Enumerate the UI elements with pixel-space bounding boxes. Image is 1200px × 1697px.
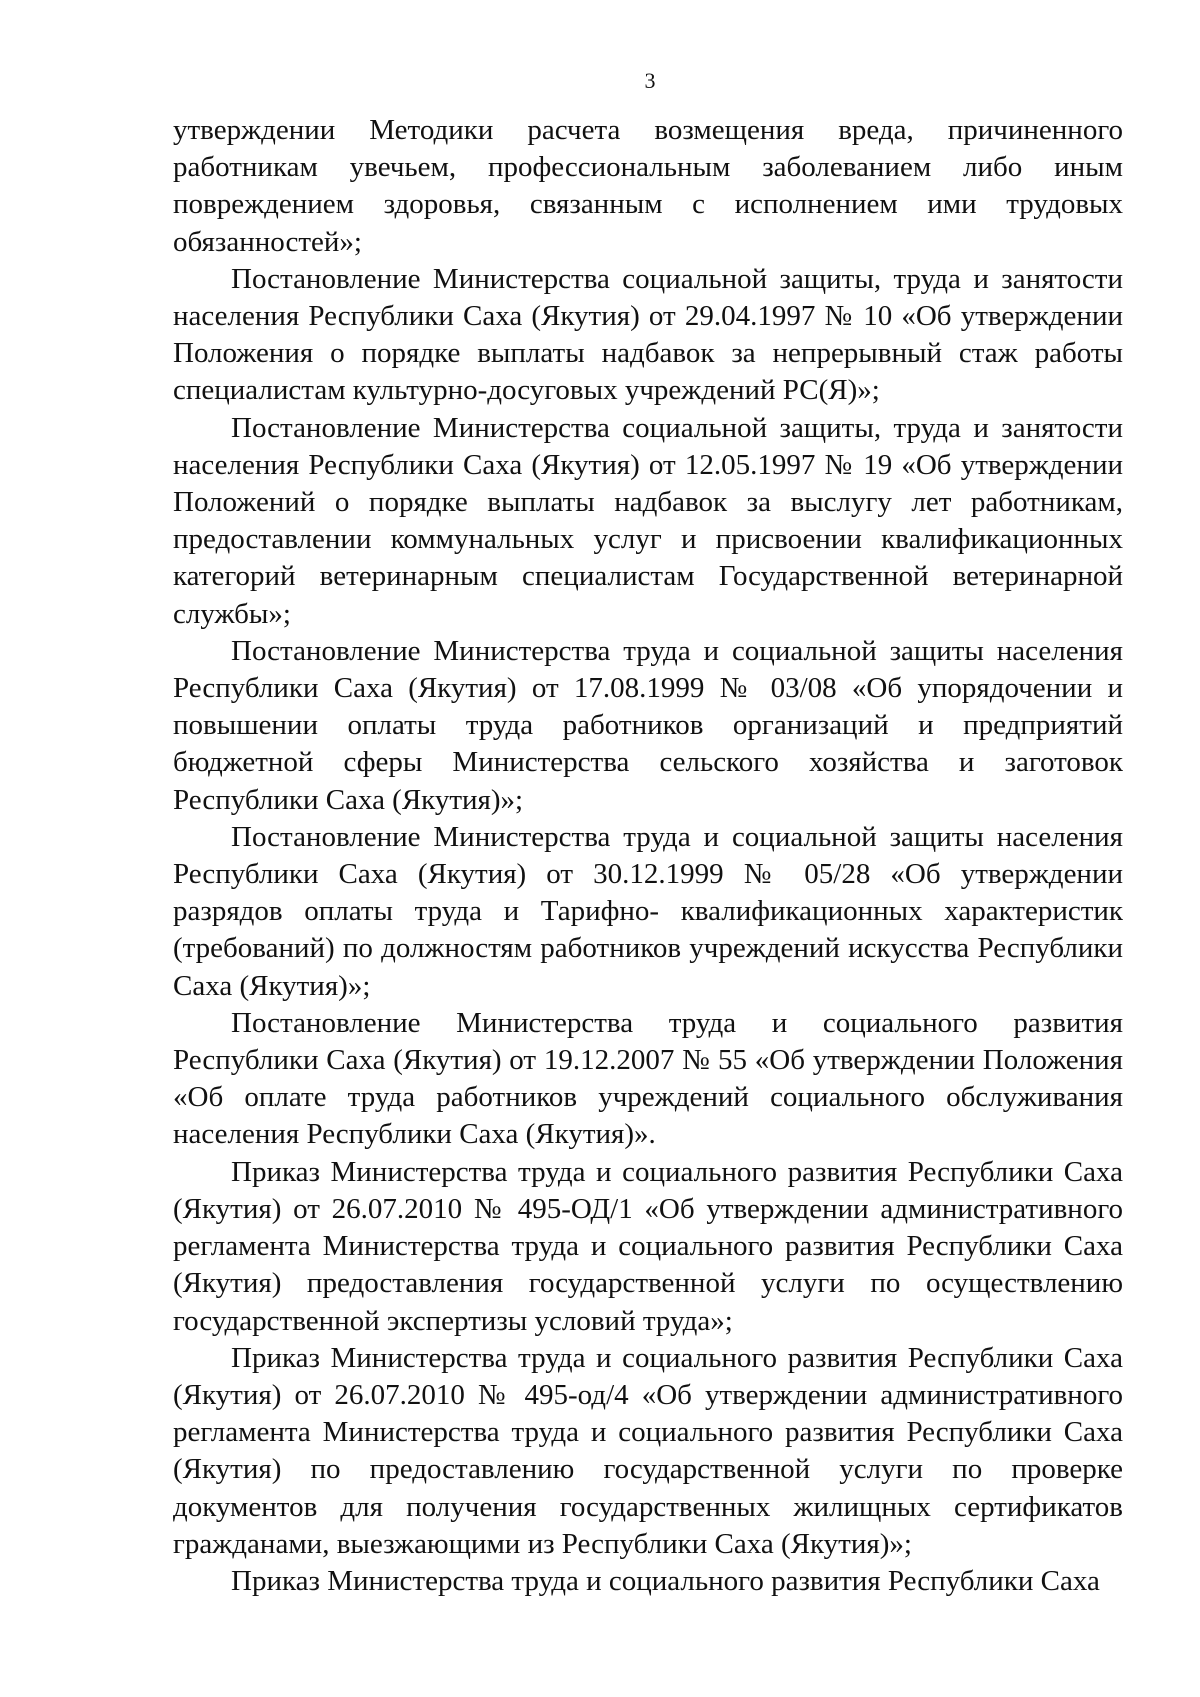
paragraph-resolution-1997-19: Постановление Министерства социальной защиты, труда и занятости населения Республики Саха (Якутия) от 12.05.1997 № 19 «Об утверждении Положений о порядке выплаты надбавок за выслугу лет работникам, предоставлении коммунальных услуг и присвоении квалификационных категорий ветеринарным специалистам Государственной ветеринарной службы»; xyxy=(173,411,1123,630)
paragraph-resolution-1999-05-28: Постановление Министерства труда и социальной защиты населения Республики Саха (Якутия) от 30.12.1999 № 05/28 «Об утверждении разрядов оплаты труда и Тарифно- квалификационных характеристик (требований) по должностям работников учреждений искусства Республики Саха (Якутия)»; xyxy=(173,820,1123,1002)
paragraph-resolution-1997-10: Постановление Министерства социальной защиты, труда и занятости населения Республики Саха (Якутия) от 29.04.1997 № 10 «Об утверждении Положения о порядке выплаты надбавок за непрерывный стаж работы специалистам культурно-досуговых учреждений РС(Я)»; xyxy=(173,262,1123,407)
paragraph-resolution-2007-55: Постановление Министерства труда и социального развития Республики Саха (Якутия) от 19.12.2007 № 55 «Об утверждении Положения «Об оплате труда работников учреждений социального обслуживания населения Республики Саха (Якутия)». xyxy=(173,1006,1123,1151)
paragraph-order-2010-495-od-1: Приказ Министерства труда и социального развития Республики Саха (Якутия) от 26.07.2010 № 495-ОД/1 «Об утверждении административного регламента Министерства труда и социального развития Республики Саха (Якутия) предоставления государственной услуги по осуществлению государственной экспертизы условий труда»; xyxy=(173,1155,1123,1337)
document-body xyxy=(173,112,1123,1600)
paragraph-order-truncated: Приказ Министерства труда и социального развития Республики Саха xyxy=(231,1564,1100,1597)
paragraph-continuation: утверждении Методики расчета возмещения вреда, причиненного работникам увечьем, профессиональным заболеванием либо иным повреждением здоровья, связанным с исполнением ими трудовых обязанностей»; xyxy=(173,114,1123,258)
page-number: 3 xyxy=(644,68,656,93)
paragraph-resolution-1999-03-08: Постановление Министерства труда и социальной защиты населения Республики Саха (Якутия) от 17.08.1999 № 03/08 «Об упорядочении и повышении оплаты труда работников организаций и предприятий бюджетной сферы Министерства сельского хозяйства и заготовок Республики Саха (Якутия)»; xyxy=(173,634,1123,816)
paragraph-order-2010-495-od-4: Приказ Министерства труда и социального развития Республики Саха (Якутия) от 26.07.2010 № 495-од/4 «Об утверждении административного регламента Министерства труда и социального развития Республики Саха (Якутия) по предоставлению государственной услуги по проверке документов для получения государственных жилищных сертификатов гражданами, выезжающими из Республики Саха (Якутия)»; xyxy=(173,1341,1123,1560)
